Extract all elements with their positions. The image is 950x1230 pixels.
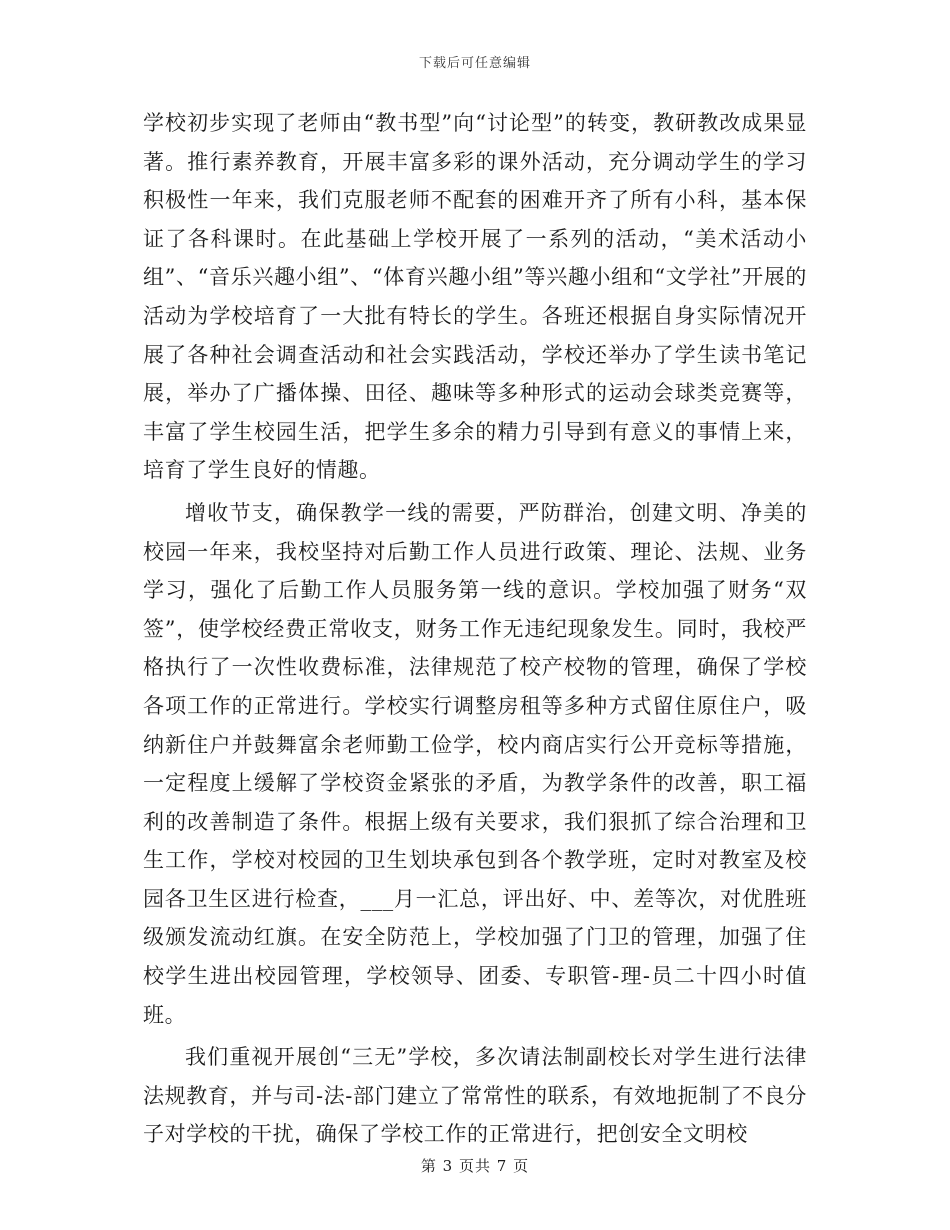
document-body xyxy=(143,104,807,1154)
page-number: 第 3 页共 7 页 xyxy=(420,1157,530,1175)
paragraph-safety: 我们重视开展创“三无”学校，多次请法制副校长对学生进行法律法规教育，并与司-法-部门建立了常常性的联系，有效地扼制了不良分子对学校的干扰，确保了学校工作的正常进行，把创安全文明校 xyxy=(143,1045,807,1147)
paragraph-logistics: 增收节支，确保教学一线的需要，严防群治，创建文明、净美的校园一年来，我校坚持对后勤工作人员进行政策、理论、法规、业务学习，强化了后勤工作人员服务第一线的意识。学校加强了财务“双签”，使学校经费正常收支，财务工作无违纪现象发生。同时，我校严格执行了一次性收费标准，法律规范了校产校物的管理，确保了学校各项工作的正常进行。学校实行调整房租等多种方式留住原住户，吸纳新住户并鼓舞富余老师勤工俭学，校内商店实行公开竞标等措施，一定程度上缓解了学校资金紧张的矛盾，为教学条件的改善，职工福利的改善制造了条件。根据上级有关要求，我们狠抓了综合治理和卫生工作，学校对校园的卫生划块承包到各个教学班，定时对教室及校园各卫生区进行检查，___月一汇总，评出好、中、差等次，对优胜班级颁发流动红旗。在安全防范上，学校加强了门卫的管理，加强了住校学生进出校园管理，学校领导、团委、专职管-理-员二十四小时值班。 xyxy=(143,500,807,1027)
paragraph-activities: 学校初步实现了老师由“教书型”向“讨论型”的转变，教研教改成果显著。推行素养教育，开展丰富多彩的课外活动，充分调动学生的学习积极性一年来，我们克服老师不配套的困难开齐了所有小科，基本保证了各科课时。在此基础上学校开展了一系列的活动，“美术活动小组”、“音乐兴趣小组”、“体育兴趣小组”等兴趣小组和“文学社”开展的活动为学校培育了一大批有特长的学生。各班还根据自身实际情况开展了各种社会调查活动和社会实践活动，学校还举办了学生读书笔记展，举办了广播体操、田径、趣味等多种形式的运动会球类竞赛等，丰富了学生校园生活，把学生多余的精力引导到有意义的事情上来，培育了学生良好的情趣。 xyxy=(143,111,807,483)
page-header: 下载后可任意编辑 xyxy=(418,56,531,71)
